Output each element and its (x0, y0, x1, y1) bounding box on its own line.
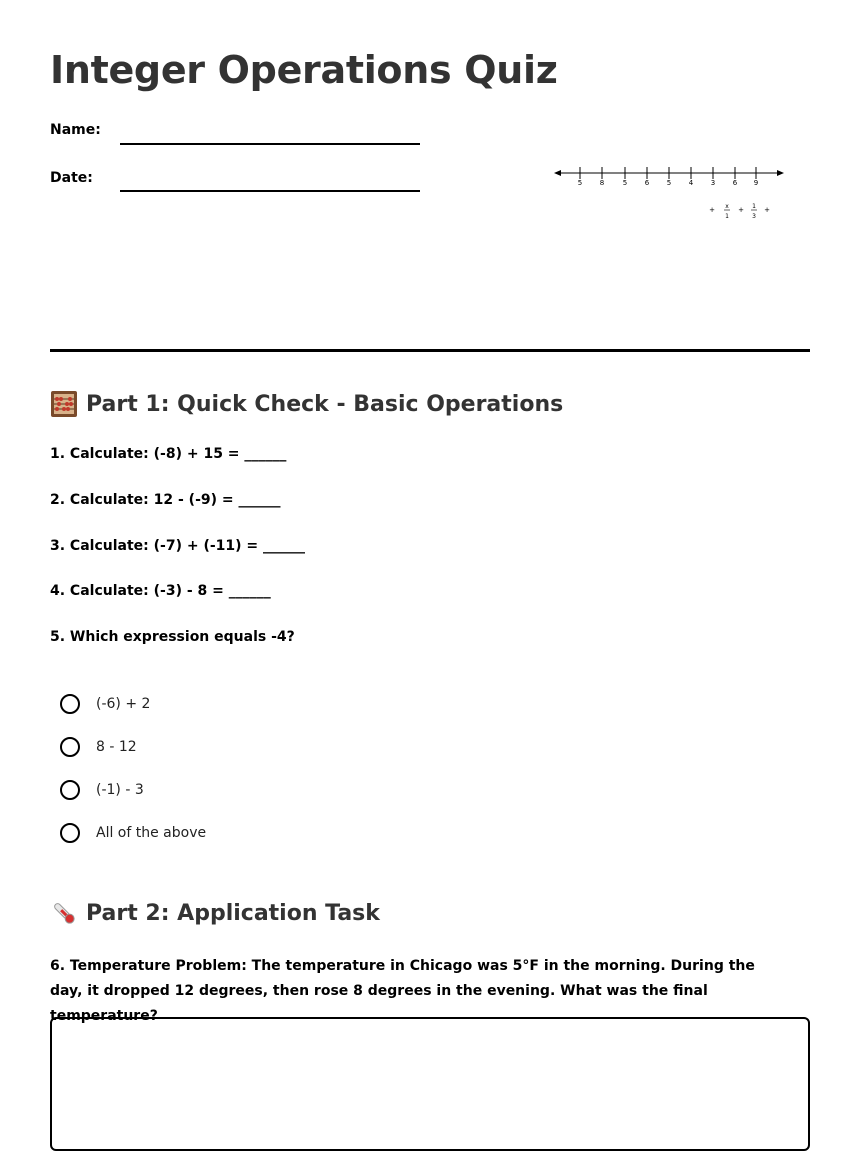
radio-button[interactable] (60, 694, 80, 714)
fraction-denominator: 3 (752, 213, 756, 220)
radio-button[interactable] (60, 780, 80, 800)
part2-title (50, 899, 380, 927)
part1-title-text: Part 1: Quick Check - Basic Operations (86, 391, 564, 417)
section-divider (50, 349, 810, 352)
option-label: (-6) + 2 (96, 696, 151, 712)
option-d[interactable] (60, 823, 206, 843)
number-line-graphic (552, 162, 788, 228)
option-label: All of the above (96, 825, 207, 841)
arrow-left-icon (554, 170, 561, 176)
radio-button[interactable] (60, 737, 80, 757)
tick-label: 5 (666, 179, 672, 187)
fraction-denominator: 1 (725, 213, 729, 220)
fraction-numerator: 1 (752, 203, 756, 210)
part2-title-text: Part 2: Application Task (86, 900, 380, 926)
arrow-right-icon (777, 170, 784, 176)
question-1: 1. Calculate: (-8) + 15 = ______ (50, 446, 287, 462)
option-c[interactable] (60, 780, 144, 800)
option-a[interactable] (60, 694, 150, 714)
tick-label: 5 (622, 179, 628, 187)
tick-label: 5 (577, 179, 583, 187)
name-label: Name: (50, 122, 101, 138)
tick-label: 3 (710, 179, 716, 187)
option-label: (-1) - 3 (96, 782, 144, 798)
tick-label: 8 (599, 179, 605, 187)
thermometer-icon (50, 899, 78, 927)
tick-label: 4 (688, 179, 694, 187)
question-4: 4. Calculate: (-3) - 8 = ______ (50, 583, 271, 599)
tick-label: 6 (732, 179, 738, 187)
question-2: 2. Calculate: 12 - (-9) = ______ (50, 492, 281, 508)
option-label: 8 - 12 (96, 739, 137, 755)
expr-plus: + (709, 206, 715, 214)
question-5: 5. Which expression equals -4? (50, 629, 295, 645)
question-3: 3. Calculate: (-7) + (-11) = ______ (50, 538, 306, 554)
name-line[interactable] (120, 143, 420, 145)
part1-title (50, 390, 563, 418)
answer-textbox[interactable] (50, 1017, 810, 1151)
expr-plus: + (738, 206, 744, 214)
fraction-numerator: x (725, 203, 729, 210)
page-title: Integer Operations Quiz (50, 48, 558, 92)
tick-label: 9 (753, 179, 759, 187)
tick-label: 6 (644, 179, 650, 187)
radio-button[interactable] (60, 823, 80, 843)
option-b[interactable] (60, 737, 137, 757)
date-line[interactable] (120, 190, 420, 192)
abacus-icon (50, 390, 78, 418)
question-6: 6. Temperature Problem: The temperature in Chicago was 5°F in the morning. During the day, it dropped 12 degrees, then rose 8 degrees in the evening. What was the final temperature? (50, 958, 755, 1024)
date-label: Date: (50, 170, 93, 186)
expr-plus: + (764, 206, 770, 214)
